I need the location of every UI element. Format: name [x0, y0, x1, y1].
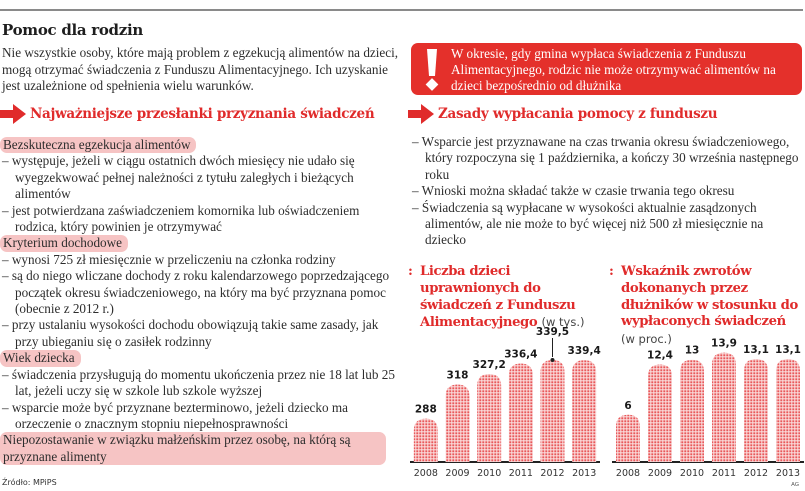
right-section-heading-text: Zasady wypłacania pomocy z funduszu: [438, 106, 718, 122]
chart-2-bar: [680, 360, 704, 462]
chart-1-bar: [572, 360, 596, 462]
chart-1-bar: [446, 384, 470, 462]
page-title: Pomoc dla rodzin: [2, 21, 143, 39]
chart-2-tick-label: 2011: [711, 468, 737, 479]
chart-1-bar: [541, 360, 565, 462]
chart-1-data-label: 339,5: [535, 325, 570, 338]
rule-item: – Wsparcie jest przyznawane na czas trwania okresu świadczeniowego, który rozpoczyna się 1 października, a kończy 30 września następnego roku: [412, 134, 799, 182]
chart-1: [410, 325, 601, 480]
criteria-item: – przy ustalaniu wysokości dochodu obowiązują takie same zasady, jak przy ubieganiu się o zasiłek rodzinny: [2, 317, 379, 349]
arrow-right-icon: [408, 104, 434, 124]
chart-1-bar: [477, 374, 501, 462]
chart-1-tick-label: 2012: [540, 468, 565, 479]
chart-1-data-label: 318: [446, 369, 469, 382]
chart-1-tick-label: 2009: [445, 468, 470, 479]
criteria-label: Bezskuteczna egzekucja alimentów: [0, 137, 196, 153]
criteria-label: Niepozostawanie w związku małżeńskim przez osobę, na którą są przyznane alimenty: [0, 432, 386, 465]
chart-1-data-label: 339,4: [567, 345, 601, 358]
criteria-item: – występuje, jeżeli w ciągu ostatnich dwóch miesięcy nie udało się wyegzekwować pełnej należności z tytułu zaległych i bieżących alimentów: [2, 153, 355, 202]
criteria-group: [2, 235, 400, 350]
chart-1-tick-label: 2010: [477, 468, 502, 479]
alert-box: [411, 43, 802, 95]
criteria-label: Wiek dziecka: [0, 350, 81, 366]
chart-1-title-text: Liczba dzieci uprawnionych do świadczeń z Funduszu Alimentacyjnego: [420, 264, 576, 331]
criteria-item: – świadczenia przysługują do momentu ukończenia przez nie 18 lat lub 25 lat, jeżeli uczy się w szkole lub szkole wyższej: [2, 366, 395, 399]
criteria-group: [2, 350, 400, 432]
right-section-heading: [408, 104, 717, 124]
rule-item: – Wnioski można składać także w czasie trwania tego okresu: [412, 183, 735, 199]
arrow-right-icon: [0, 104, 26, 124]
chart-1-bar: [509, 364, 533, 462]
criteria-item: – są do niego wliczane dochody z roku kalendarzowego poprzedzającego początek okresu świadczeniowego, na który ma być przyznana pomoc (obecnie z 2012 r.): [2, 268, 390, 317]
left-section-heading: [0, 104, 374, 124]
chart-2: [612, 330, 804, 480]
criteria-item: – jest potwierdzana zaświadczeniem komornika lub oświadczeniem rodzica, który powinien je otrzymywać: [2, 202, 360, 235]
chart-1-bar: [414, 419, 438, 462]
chart-1-data-label: 336,4: [504, 348, 538, 361]
chart-2-data-label: 13,9: [711, 337, 737, 350]
chart-2-title-text: Wskaźnik zwrotów dokonanych przez dłużników w stosunku do wypłaconych świadczeń: [621, 264, 798, 330]
criteria-item: – wsparcie może być przyznane bezterminowo, jeżeli dziecko ma orzeczenie o znacznym stopniu niepełnosprawności: [2, 399, 349, 431]
left-section-body: [2, 137, 400, 465]
chart-2-tick-label: 2009: [647, 468, 673, 479]
rule-item: – Świadczenia są wypłacane w wysokości aktualnie zasądzonych alimentów, ale nie może to być więcej niż 500 zł miesięcznie na dziecko: [412, 199, 764, 248]
chart-2-data-label: 12,4: [647, 349, 673, 362]
chart-2-bar: [712, 353, 736, 462]
criteria-item: – wynosi 725 zł miesięcznie w przeliczeniu na członka rodziny: [2, 251, 336, 267]
criteria-group: [2, 432, 400, 465]
chart-2-unit: (w proc.): [621, 332, 672, 347]
chart-1-tick-label: 2013: [572, 468, 597, 479]
chart-2-tick-label: 2012: [743, 468, 769, 479]
source-note: Źródło: MPiPS: [2, 478, 57, 487]
chart-2-bar: [648, 364, 672, 462]
chart-2-tick-label: 2008: [615, 468, 641, 479]
right-section-body: [412, 134, 802, 249]
bullet-dots-icon: :: [408, 264, 413, 279]
chart-2-tick-label: 2013: [775, 468, 801, 479]
bullet-dots-icon: :: [609, 264, 614, 279]
top-divider: [0, 9, 803, 11]
chart-2-bar: [776, 359, 800, 462]
chart-2-bar: [616, 415, 640, 462]
left-section-heading-text: Najważniejsze przesłanki przyznania świadczeń: [30, 106, 375, 122]
chart-1-tick-label: 2008: [413, 468, 438, 479]
chart-2-data-label: 13,1: [775, 343, 801, 356]
chart-1-data-label: 327,2: [472, 358, 506, 371]
chart-2-bar: [744, 359, 768, 462]
chart-2-tick-label: 2010: [679, 468, 705, 479]
chart-2-data-label: 13,1: [743, 343, 769, 356]
credit-note: AG: [791, 482, 799, 488]
criteria-label: Kryterium dochodowe: [0, 235, 128, 251]
chart-2-data-label: 6: [624, 399, 632, 412]
chart-1-unit: (w tys.): [541, 315, 585, 330]
exclamation-icon: [425, 49, 439, 91]
alert-text: W okresie, gdy gmina wypłaca świadczenia z Funduszu Alimentacyjnego, rodzic nie może otrzymywać alimentów na dzieci bezpośrednio od dłużnika: [451, 46, 776, 93]
chart-1-tick-label: 2011: [508, 468, 533, 479]
intro-text: Nie wszystkie osoby, które mają problem z egzekucją alimentów na dzieci, mogą otrzymać świadczenia z Funduszu Alimentacyjnego. Ich uzyskanie jest uzależnione od spełnienia wielu warunków.: [2, 45, 399, 93]
criteria-group: [2, 137, 400, 235]
chart-1-callout-dot: [551, 358, 555, 362]
chart-1-title: [408, 264, 600, 332]
chart-2-data-label: 13: [684, 344, 700, 357]
chart-1-data-label: 288: [414, 403, 437, 416]
